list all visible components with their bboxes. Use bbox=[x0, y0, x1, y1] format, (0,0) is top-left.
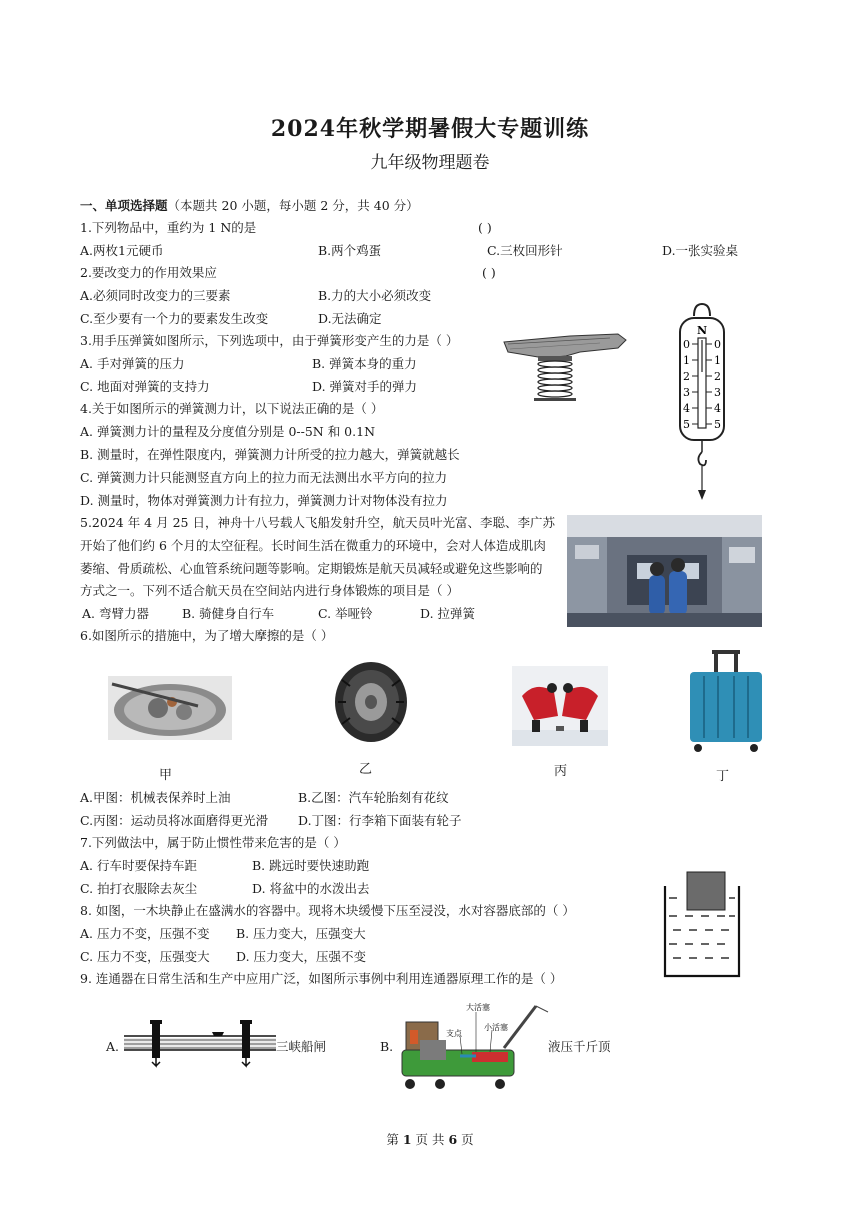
q1-stem: 1.下列物品中，重约为 1 N的是 bbox=[80, 220, 257, 235]
hand-pressing-spring-figure bbox=[500, 330, 630, 405]
large-piston-label: 大活塞 bbox=[466, 1003, 490, 1012]
q1-option-c: C.三枚回形针 bbox=[487, 243, 563, 258]
scale-unit: N bbox=[696, 324, 708, 337]
page-footer bbox=[0, 1130, 860, 1148]
q9-item-a-letter: A. bbox=[106, 1039, 120, 1054]
footer-prefix: 第 bbox=[386, 1132, 403, 1147]
q6-option-b: B.乙图：汽车轮胎刻有花纹 bbox=[298, 790, 449, 805]
scale-tick-left: 3 bbox=[683, 386, 690, 399]
q8-option-b: B. 压力变大，压强变大 bbox=[236, 926, 366, 941]
scale-tick-right: 1 bbox=[714, 354, 721, 367]
scale-tick-left: 4 bbox=[683, 402, 690, 415]
q4-stem: 4.关于如图所示的弹簧测力计，以下说法正确的是（ ） bbox=[80, 401, 384, 416]
q5-stem-line: 萎缩、骨质疏松、心血管系统问题等影响。定期锻炼是航天员减轻或避免这些影响的 bbox=[80, 561, 543, 576]
figure-label-yi: 乙 bbox=[359, 762, 373, 777]
page-subtitle: 九年级物理题卷 bbox=[370, 153, 490, 173]
section-label: 一、单项选择题 bbox=[80, 198, 168, 213]
scale-tick-left: 5 bbox=[683, 418, 690, 431]
q6-option-c: C.丙图：运动员将冰面磨得更光滑 bbox=[80, 813, 269, 828]
q6-option-a: A.甲图：机械表保养时上油 bbox=[80, 790, 231, 805]
q2-option-c: C.至少要有一个力的要素发生改变 bbox=[80, 311, 269, 326]
q4-option-a: A. 弹簧测力计的量程及分度值分别是 0--5N 和 0.1N bbox=[80, 424, 376, 439]
q3-option-b: B. 弹簧本身的重力 bbox=[312, 356, 417, 371]
scale-tick-right: 2 bbox=[714, 370, 721, 383]
q5-stem-line: 方式之一。下列不适合航天员在空间站内进行身体锻炼的项目是（ ） bbox=[80, 583, 459, 598]
q2-stem: 2.要改变力的作用效果应 bbox=[80, 265, 217, 280]
watch-mechanism-photo bbox=[108, 676, 232, 740]
ship-lock-figure bbox=[124, 1016, 276, 1070]
scale-tick-left: 2 bbox=[683, 370, 690, 383]
q7-option-d: D. 将盆中的水泼出去 bbox=[252, 881, 370, 896]
figure-label-bing: 丙 bbox=[554, 764, 568, 779]
q7-option-a: A. 行车时要保持车距 bbox=[80, 858, 197, 873]
figure-label-ding: 丁 bbox=[716, 769, 730, 784]
q8-stem: 8. 如图，一木块静止在盛满水的容器中。现将木块缓慢下压至浸没，水对容器底部的（ ） bbox=[80, 903, 575, 918]
q5-stem-line: 5.2024 年 4 月 25 日，神舟十八号载人飞船发射升空，航天员叶光富、李聪、李广苏 bbox=[80, 515, 555, 530]
q9-stem: 9. 连通器在日常生活和生产中应用广泛，如图所示事例中利用连通器原理工作的是（ ） bbox=[80, 971, 563, 986]
q1-option-d: D.一张实验桌 bbox=[662, 243, 739, 258]
q7-stem: 7.下列做法中，属于防止惯性带来危害的是（ ） bbox=[80, 835, 346, 850]
q4-option-b: B. 测量时，在弹性限度内，弹簧测力计所受的拉力越大，弹簧就越长 bbox=[80, 447, 460, 462]
suitcase-photo bbox=[686, 648, 766, 754]
figure-label-jia: 甲 bbox=[159, 768, 173, 783]
q4-option-d: D. 测量时，物体对弹簧测力计有拉力，弹簧测力计对物体没有拉力 bbox=[80, 493, 448, 508]
footer-page-number: 1 bbox=[402, 1132, 412, 1147]
q8-option-c: C. 压力不变，压强变大 bbox=[80, 949, 210, 964]
spring-scale-figure bbox=[672, 302, 732, 502]
q2-option-a: A.必须同时改变力的三要素 bbox=[80, 288, 231, 303]
footer-middle: 页 共 bbox=[411, 1132, 449, 1147]
q5-option-b: B. 骑健身自行车 bbox=[182, 606, 275, 621]
q2-blank: ( ) bbox=[482, 265, 496, 280]
small-piston-label: 小活塞 bbox=[484, 1023, 508, 1032]
q8-option-d: D. 压力变大，压强不变 bbox=[236, 949, 367, 964]
q9-item-a-label: 三峡船闸 bbox=[276, 1039, 327, 1054]
q2-option-b: B.力的大小必须改变 bbox=[318, 288, 432, 303]
pivot-label: 支点 bbox=[446, 1029, 462, 1038]
q9-item-b-letter: B. bbox=[380, 1039, 394, 1054]
water-container-figure bbox=[663, 868, 741, 980]
scale-tick-right: 0 bbox=[714, 338, 721, 351]
footer-total-pages: 6 bbox=[448, 1132, 458, 1147]
q5-stem-line: 开始了他们约 6 个月的太空征程。长时间生活在微重力的环境中，会对人体造成肌肉 bbox=[80, 538, 546, 553]
footer-suffix: 页 bbox=[457, 1132, 474, 1147]
scale-tick-right: 4 bbox=[714, 402, 721, 415]
space-station-photo bbox=[567, 515, 762, 627]
q9-item-b-label: 液压千斤顶 bbox=[548, 1039, 611, 1054]
q7-option-b: B. 跳远时要快速助跑 bbox=[252, 858, 370, 873]
q3-option-d: D. 弹簧对手的弹力 bbox=[312, 379, 418, 394]
section-heading bbox=[80, 197, 419, 215]
q1-option-a: A.两枚1元硬币 bbox=[80, 243, 164, 258]
car-tire-photo bbox=[332, 660, 410, 744]
q5-option-d: D. 拉弹簧 bbox=[420, 606, 476, 621]
scale-tick-right: 3 bbox=[714, 386, 721, 399]
section-note: （本题共 20 小题，每小题 2 分，共 40 分） bbox=[167, 198, 419, 213]
scale-tick-left: 0 bbox=[683, 338, 690, 351]
q8-option-a: A. 压力不变，压强不变 bbox=[80, 926, 210, 941]
curling-athletes-photo bbox=[512, 666, 608, 746]
q1-blank: ( ) bbox=[478, 220, 492, 235]
q1-option-b: B.两个鸡蛋 bbox=[318, 243, 382, 258]
page-title: 2024年秋学期暑假大专题训练 bbox=[270, 116, 590, 142]
q7-option-c: C. 拍打衣服除去灰尘 bbox=[80, 881, 198, 896]
q6-stem: 6.如图所示的措施中，为了增大摩擦的是（ ） bbox=[80, 628, 334, 643]
q3-option-a: A. 手对弹簧的压力 bbox=[80, 356, 185, 371]
q5-option-c: C. 举哑铃 bbox=[318, 606, 373, 621]
q2-option-d: D.无法确定 bbox=[318, 311, 382, 326]
q3-stem: 3.用手压弹簧如图所示，下列选项中，由于弹簧形变产生的力是（ ） bbox=[80, 333, 459, 348]
hydraulic-jack-figure bbox=[400, 1000, 550, 1092]
q5-option-a: A. 弯臂力器 bbox=[82, 606, 149, 621]
q3-option-c: C. 地面对弹簧的支持力 bbox=[80, 379, 210, 394]
scale-tick-right: 5 bbox=[714, 418, 721, 431]
scale-tick-left: 1 bbox=[683, 354, 690, 367]
q4-option-c: C. 弹簧测力计只能测竖直方向上的拉力而无法测出水平方向的拉力 bbox=[80, 470, 448, 485]
q6-option-d: D.丁图：行李箱下面装有轮子 bbox=[298, 813, 462, 828]
